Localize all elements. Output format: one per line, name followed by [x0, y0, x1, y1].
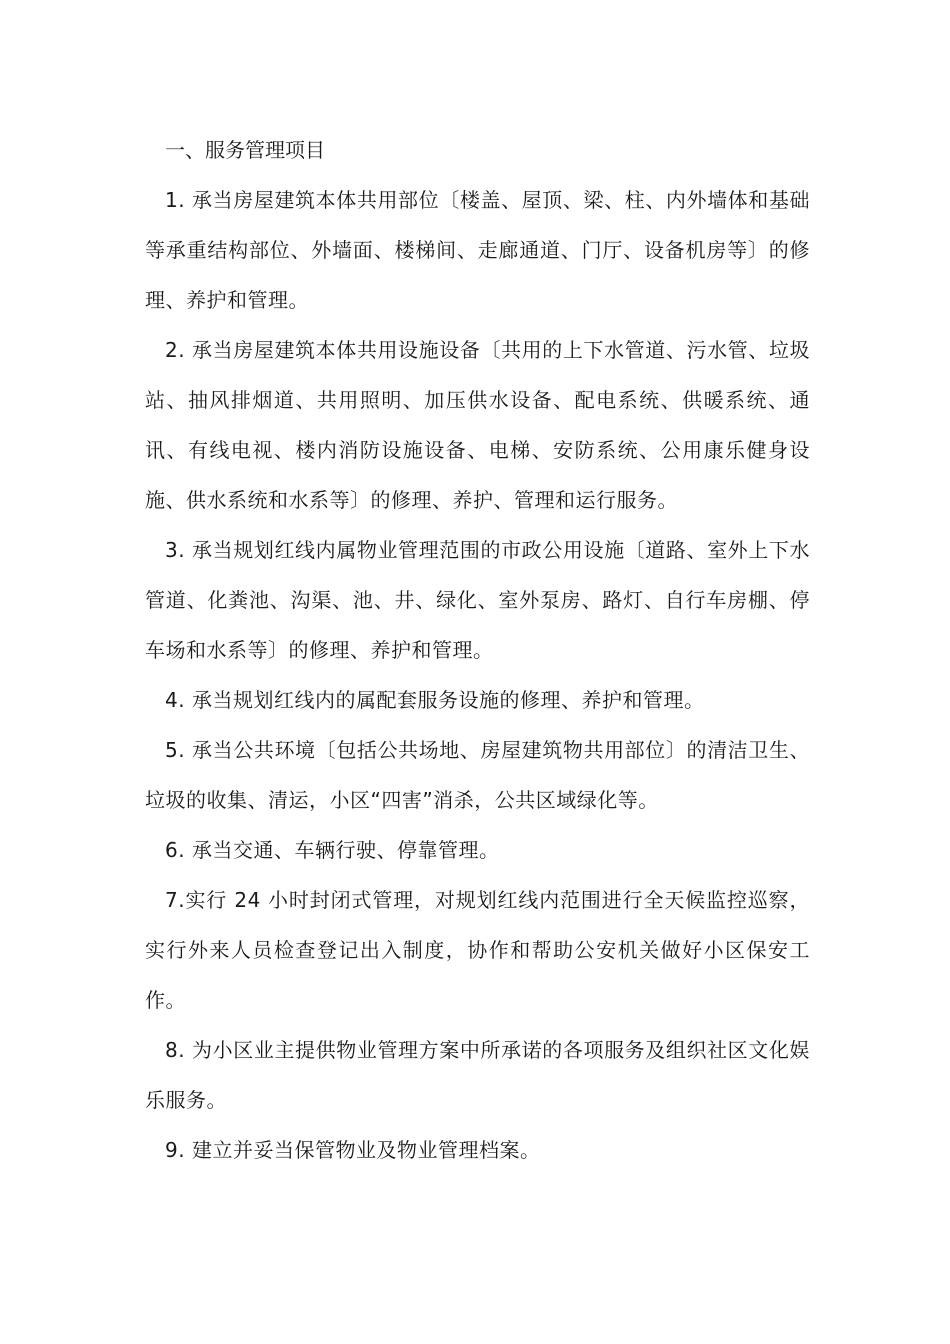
item-9: 9. 建立并妥当保管物业及物业管理档案。 — [165, 1138, 541, 1162]
item-2: 2. 承当房屋建筑本体共用设施设备〔共用的上下水管道、污水管、垃圾站、抽风排烟道、共用照明、加压供水设备、配电系统、供暖系统、通讯、有线电视、楼内消防设施设备、电梯、安防系统、公用康乐健身设施、供水系统和水系等〕的修理、养护、管理和运行服务。 — [145, 338, 810, 512]
item-4: 4. 承当规划红线内的属配套服务设施的修理、养护和管理。 — [165, 688, 705, 712]
item-3: 3. 承当规划红线内属物业管理范围的市政公用设施〔道路、室外上下水管道、化粪池、沟渠、池、井、绿化、室外泵房、路灯、自行车房棚、停车场和水系等〕的修理、养护和管理。 — [145, 538, 810, 662]
item-8: 8. 为小区业主提供物业管理方案中所承诺的各项服务及组织社区文化娱乐服务。 — [145, 1038, 810, 1112]
item-6: 6. 承当交通、车辆行驶、停靠管理。 — [165, 838, 500, 862]
item-5: 5. 承当公共环境〔包括公共场地、房屋建筑物共用部位〕的清洁卫生、垃圾的收集、清运，小区“四害”消杀，公共区域绿化等。 — [145, 738, 810, 812]
document-body — [145, 125, 810, 1175]
section-heading: 一、服务管理项目 — [165, 138, 325, 162]
item-7: 7.实行 24 小时封闭式管理，对规划红线内范围进行全天候监控巡察，实行外来人员检查登记出入制度，协作和帮助公安机关做好小区保安工作。 — [145, 888, 810, 1012]
item-1: 1. 承当房屋建筑本体共用部位〔楼盖、屋顶、梁、柱、内外墙体和基础等承重结构部位、外墙面、楼梯间、走廊通道、门厅、设备机房等〕的修理、养护和管理。 — [145, 188, 810, 312]
